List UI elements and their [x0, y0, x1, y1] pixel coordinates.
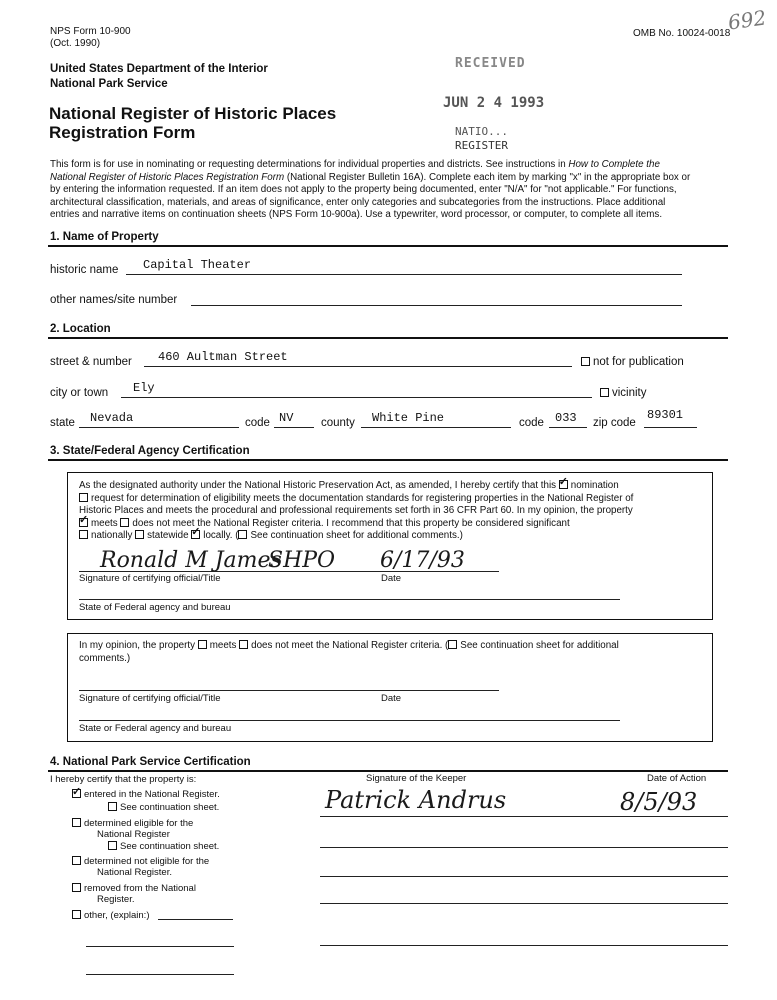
historic-name-label: historic name: [50, 264, 119, 276]
state-label: state: [50, 417, 75, 429]
opinion-not-meet-checkbox[interactable]: [239, 640, 248, 649]
state-line: [79, 427, 239, 428]
county-label: county: [321, 417, 355, 429]
keeper-line-5: [320, 945, 728, 946]
section-2-rule: [48, 337, 728, 339]
city-label: city or town: [50, 387, 109, 399]
other-line-2: [86, 946, 234, 947]
shpo-title-handwritten: SHPO: [268, 548, 336, 573]
statewide-checkbox[interactable]: [135, 530, 144, 539]
received-stamp: RECEIVED: [455, 56, 526, 71]
nfp-checkbox[interactable]: [581, 357, 590, 366]
removed-checkbox[interactable]: [72, 883, 81, 892]
continuation-1-checkbox[interactable]: [108, 802, 117, 811]
option-entered[interactable]: ✓entered in the National Register.: [72, 789, 220, 800]
county-value[interactable]: White Pine: [372, 411, 445, 425]
other-names-label: other names/site number: [50, 294, 178, 306]
county-code-label: code: [519, 417, 544, 429]
vicinity[interactable]: vicinity: [600, 387, 647, 399]
other-checkbox[interactable]: [72, 910, 81, 919]
national-stamp: NATIO...: [455, 125, 508, 138]
option-eligible[interactable]: determined eligible for the: [72, 818, 193, 829]
option-removed-line-2: Register.: [97, 894, 135, 905]
option-not-eligible[interactable]: determined not eligible for the: [72, 856, 209, 867]
opinion-continuation-checkbox[interactable]: [448, 640, 457, 649]
locally-checkbox[interactable]: [191, 530, 200, 539]
meets-checkbox[interactable]: [79, 518, 88, 527]
signature-2-line: [79, 690, 499, 691]
historic-name-line: [126, 274, 682, 275]
continuation-2-checkbox[interactable]: [108, 841, 117, 850]
section-2-heading: 2. Location: [50, 323, 111, 335]
entered-checkbox[interactable]: [72, 789, 81, 798]
other-line-3: [86, 974, 234, 975]
keeper-line-2: [320, 847, 728, 848]
agency-2-line: [79, 720, 620, 721]
signature-2-label: Signature of certifying official/Title: [79, 693, 221, 704]
section-1-heading: 1. Name of Property: [50, 231, 159, 243]
street-line: [144, 366, 572, 367]
certify-intro: I hereby certify that the property is:: [50, 774, 197, 785]
opinion-text: In my opinion, the property meets does not meet the National Register criteria. ( See continuation sheet for additional comments.): [79, 640, 619, 664]
request-checkbox[interactable]: [79, 493, 88, 502]
agency-line: [79, 599, 620, 600]
section-4-heading: 4. National Park Service Certification: [50, 756, 251, 768]
form-date: (Oct. 1990): [50, 38, 101, 49]
date-2-label: Date: [381, 693, 402, 704]
state-code-value[interactable]: NV: [279, 411, 294, 425]
historic-name-value[interactable]: Capital Theater: [143, 258, 252, 272]
signature-label: Signature of certifying official/Title: [79, 573, 221, 584]
section-1-rule: [48, 245, 728, 247]
nomination-checkbox[interactable]: [559, 480, 568, 489]
continuation-checkbox[interactable]: [238, 530, 247, 539]
not-for-publication[interactable]: not for publication: [581, 356, 684, 368]
county-line: [361, 427, 511, 428]
instructions: This form is for use in nominating or requesting determinations for individual properties and districts. See instructions in How to Complete the National Register of Historic Places Registration Form (National Register Bulletin 16A). Complete each item by marking "x" in the appropriate box or by entering the information requested. If an item does not apply to the property being documented, enter "N/A" for "not applicable." For functions, architectural classification, materials, and areas of significance, enter only categories and subcategories from the instructions. Place additional entries and narrative items on continuation sheets (NPS Form 10-900a). Use a typewriter, word processor, or computer, to complete all items.: [50, 159, 691, 220]
not-eligible-checkbox[interactable]: [72, 856, 81, 865]
opinion-meets-checkbox[interactable]: [198, 640, 207, 649]
see-continuation-2[interactable]: See continuation sheet.: [108, 841, 219, 852]
other-names-line: [191, 305, 682, 306]
action-date-handwritten: 8/5/93: [620, 788, 698, 816]
date-label: Date: [381, 573, 402, 584]
option-removed[interactable]: removed from the National: [72, 883, 196, 894]
eligible-checkbox[interactable]: [72, 818, 81, 827]
option-not-eligible-line-2: National Register.: [97, 867, 172, 878]
keeper-label: Signature of the Keeper: [366, 773, 467, 784]
county-code-line: [549, 427, 587, 428]
agency-line-1: United States Department of the Interior: [50, 63, 268, 75]
county-code-value[interactable]: 033: [555, 411, 577, 425]
state-value[interactable]: Nevada: [90, 411, 134, 425]
zip-label: zip code: [593, 417, 636, 429]
state-code-line: [274, 427, 314, 428]
nationally-checkbox[interactable]: [79, 530, 88, 539]
agency-2-label: State or Federal agency and bureau: [79, 723, 232, 734]
certification-text: As the designated authority under the National Historic Preservation Act, as amended, I hereby certify that this ✓ nomination request for determination of eligibility meets the documentation standards for registering properties in the National Register of Historic Places and meets the procedural and professional requirements set forth in 36 CFR Part 60. In my opinion, the property ✓meets does not meet the National Register criteria. I recommend that this property be considered significant nationally statewide ✓ locally. ( See continuation sheet for additional comments.): [79, 480, 709, 543]
zip-line: [644, 427, 697, 428]
corner-note: 692: [726, 5, 768, 35]
omb-number: OMB No. 10024-0018: [633, 28, 731, 39]
form-title-1: National Register of Historic Places: [49, 104, 337, 123]
street-label: street & number: [50, 356, 132, 368]
shpo-signature: Ronald M James: [100, 548, 282, 573]
shpo-date-handwritten: 6/17/93: [380, 548, 465, 573]
section-3-rule: [48, 459, 728, 461]
signature-line: [79, 571, 499, 572]
state-code-label: code: [245, 417, 270, 429]
agency-label: State of Federal agency and bureau: [79, 602, 231, 613]
keeper-line-4: [320, 903, 728, 904]
register-stamp: REGISTER: [455, 139, 508, 152]
section-4-rule: [48, 770, 728, 772]
form-number: NPS Form 10-900: [50, 26, 131, 37]
form-title-2: Registration Form: [49, 123, 196, 142]
street-value[interactable]: 460 Aultman Street: [158, 350, 288, 364]
option-other[interactable]: other, (explain:): [72, 910, 149, 921]
keeper-signature: Patrick Andrus: [325, 786, 507, 814]
option-eligible-line-2: National Register: [97, 829, 170, 840]
agency-line-2: National Park Service: [50, 78, 168, 90]
city-value[interactable]: Ely: [133, 381, 155, 395]
keeper-line-1: [320, 816, 728, 817]
city-line: [121, 397, 592, 398]
see-continuation-1[interactable]: See continuation sheet.: [108, 802, 219, 813]
keeper-line-3: [320, 876, 728, 877]
date-stamp: JUN 2 4 1993: [443, 95, 545, 111]
zip-value[interactable]: 89301: [647, 408, 684, 422]
vicinity-checkbox[interactable]: [600, 388, 609, 397]
not-meet-checkbox[interactable]: [120, 518, 129, 527]
action-date-label: Date of Action: [647, 773, 707, 784]
other-explain-line: [158, 919, 233, 920]
section-3-heading: 3. State/Federal Agency Certification: [50, 445, 250, 457]
